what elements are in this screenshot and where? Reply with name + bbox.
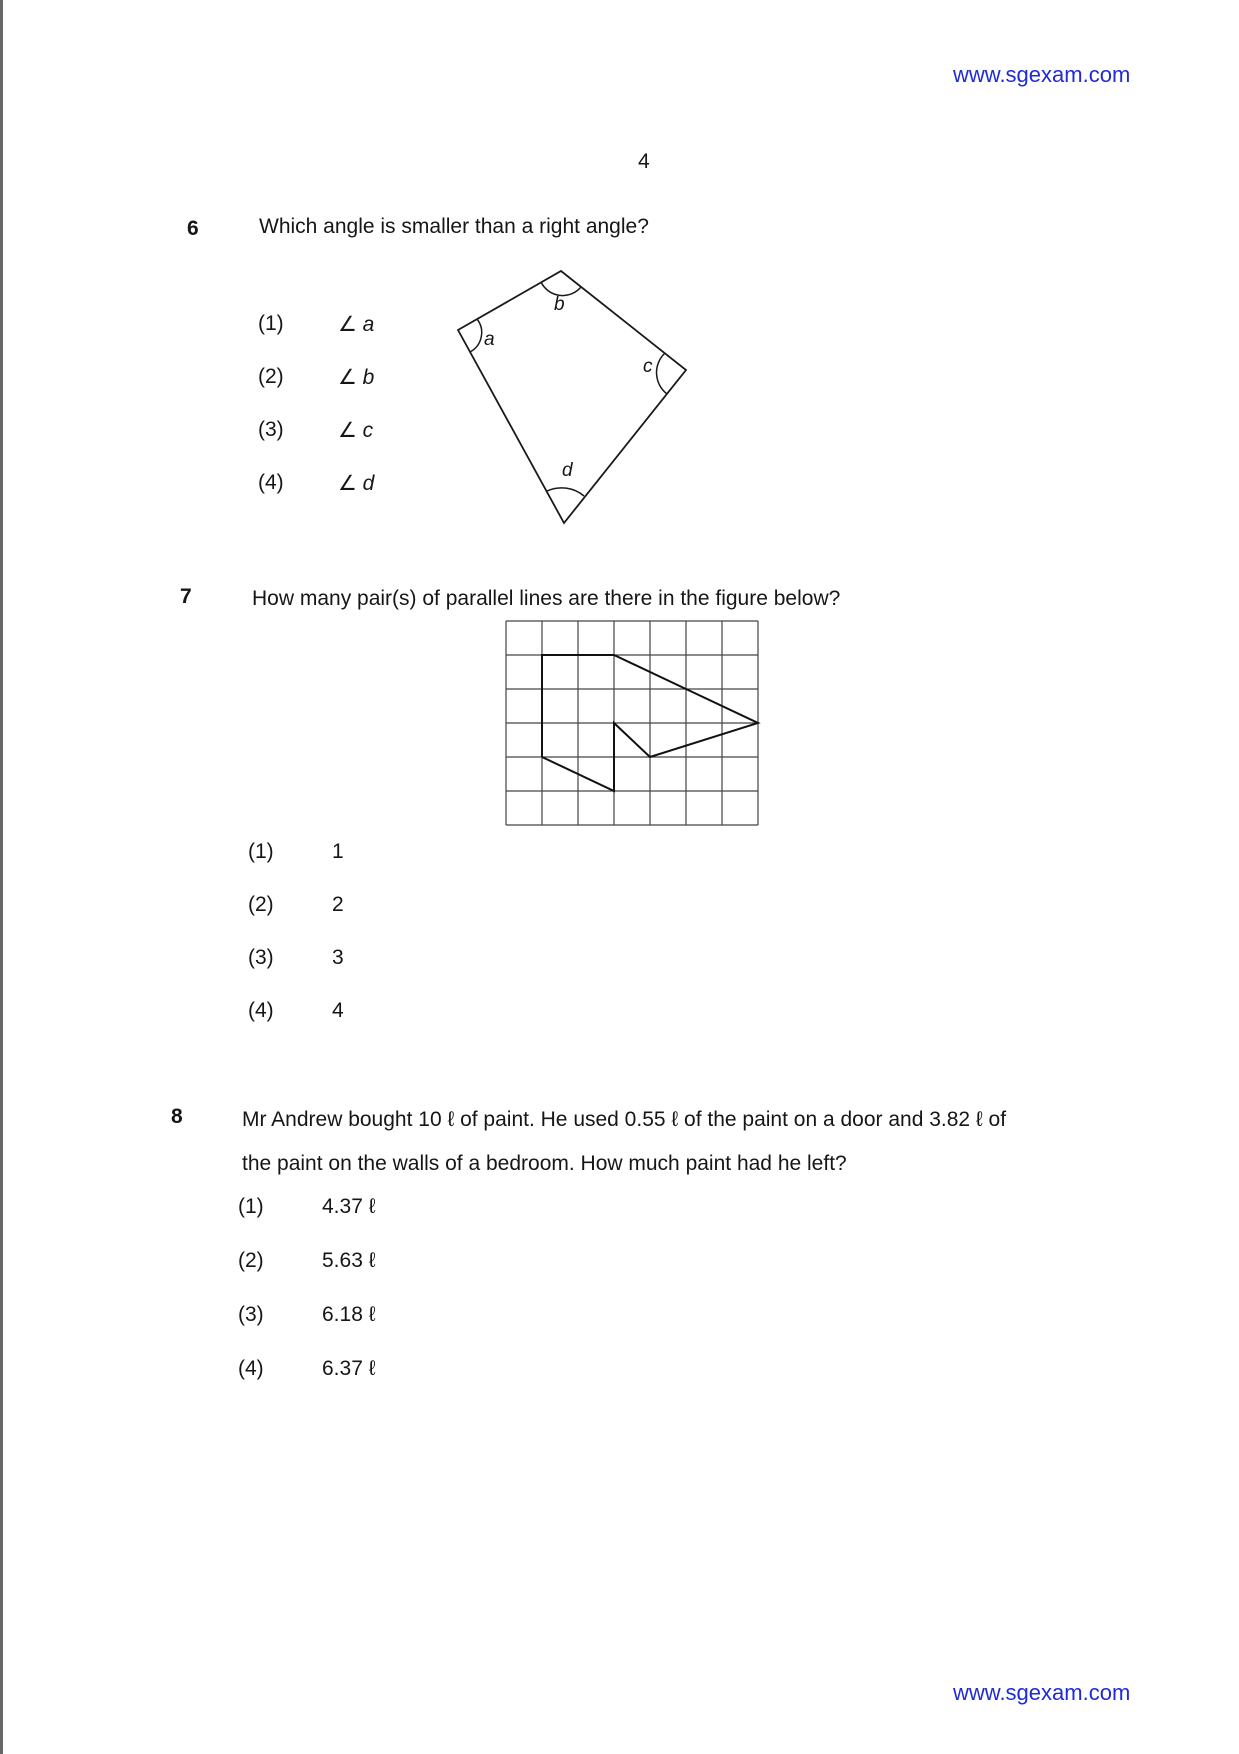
option-3[interactable] (258, 418, 374, 471)
option-value: ∠ c (338, 419, 374, 442)
question-8-number: 8 (171, 1105, 183, 1128)
option-1[interactable] (258, 312, 374, 365)
option-value: 1 (332, 840, 344, 863)
option-label: (3) (238, 1303, 264, 1326)
angle-a-arc (470, 319, 482, 352)
square-grid (506, 621, 758, 825)
page-number: 4 (638, 150, 650, 173)
angle-b-label: b (554, 294, 565, 315)
option-4[interactable] (248, 999, 344, 1052)
option-2[interactable] (258, 365, 374, 418)
option-2[interactable] (248, 893, 344, 946)
question-8-text-line-2: the paint on the walls of a bedroom. How much paint had he left? (242, 1152, 847, 1175)
option-label: (1) (248, 840, 274, 863)
quadrilateral-outline (458, 271, 686, 523)
option-value: 2 (332, 893, 344, 916)
option-value: ∠ a (338, 313, 375, 336)
question-7-options (248, 840, 344, 1052)
option-label: (2) (258, 365, 284, 388)
option-label: (2) (248, 893, 274, 916)
option-4[interactable] (238, 1357, 376, 1411)
option-1[interactable] (238, 1195, 376, 1249)
angle-c-label: c (643, 356, 653, 377)
option-2[interactable] (238, 1249, 376, 1303)
angle-d-label: d (562, 460, 573, 481)
option-label: (1) (238, 1195, 264, 1218)
option-label: (4) (258, 471, 284, 494)
option-value: ∠ d (338, 472, 375, 495)
option-label: (4) (248, 999, 274, 1022)
option-label: (3) (258, 418, 284, 441)
option-label: (1) (258, 312, 284, 335)
option-label: (2) (238, 1249, 264, 1272)
option-3[interactable] (248, 946, 344, 999)
option-value: 3 (332, 946, 344, 969)
option-label: (4) (238, 1357, 264, 1380)
question-8-options (238, 1195, 376, 1411)
footer-site-link[interactable]: www.sgexam.com (953, 1680, 1131, 1705)
question-6-options (258, 312, 374, 524)
scan-edge (0, 0, 3, 1754)
angle-a-label: a (484, 329, 495, 350)
option-value: 4.37 ℓ (322, 1195, 376, 1218)
option-label: (3) (248, 946, 274, 969)
question-6-text: Which angle is smaller than a right angle? (259, 215, 649, 238)
header-site-link[interactable]: www.sgexam.com (953, 62, 1131, 87)
parallel-lines-grid-figure (504, 619, 764, 839)
option-4[interactable] (258, 471, 374, 524)
option-value: ∠ b (338, 366, 375, 389)
option-value: 5.63 ℓ (322, 1249, 376, 1272)
quadrilateral-figure (440, 260, 700, 540)
question-7-text: How many pair(s) of parallel lines are there in the figure below? (252, 587, 841, 610)
option-value: 4 (332, 999, 344, 1022)
option-value: 6.18 ℓ (322, 1303, 376, 1326)
option-1[interactable] (248, 840, 344, 893)
question-6-number: 6 (187, 217, 199, 240)
question-8-text-line-1: Mr Andrew bought 10 ℓ of paint. He used 0.55 ℓ of the paint on a door and 3.82 ℓ of (242, 1108, 1007, 1131)
angle-d-arc (547, 488, 584, 496)
question-7-number: 7 (180, 585, 192, 608)
option-3[interactable] (238, 1303, 376, 1357)
option-value: 6.37 ℓ (322, 1357, 376, 1380)
angle-c-arc (657, 353, 667, 394)
